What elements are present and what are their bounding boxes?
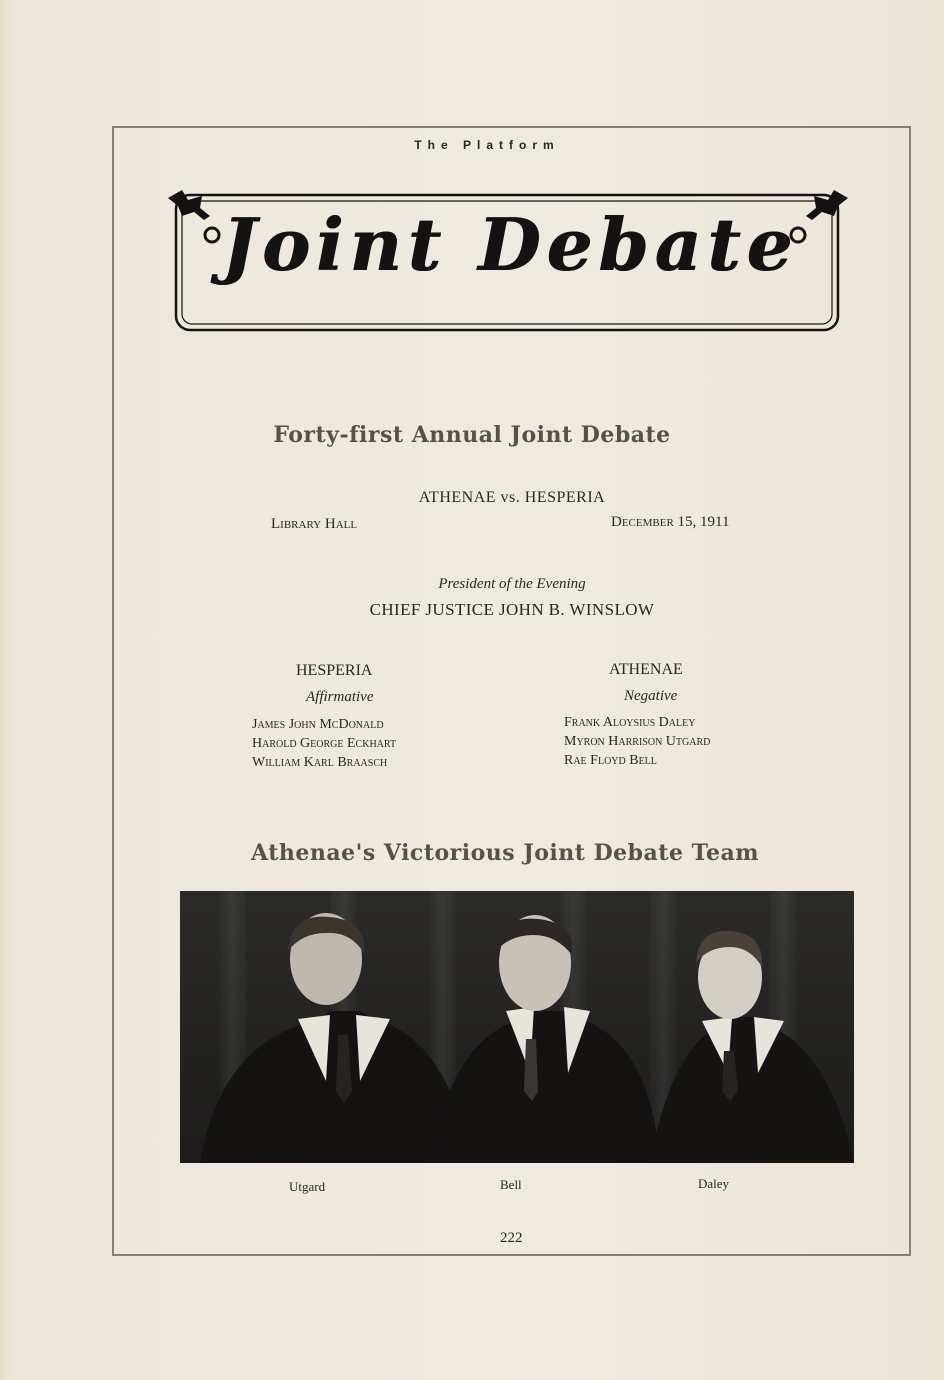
- team-side-hesperia: Affirmative: [306, 689, 374, 705]
- member-name: Rae Floyd Bell: [564, 753, 657, 768]
- page-number: 222: [500, 1230, 523, 1246]
- team-members-athenae: [564, 713, 710, 770]
- title-banner: [160, 180, 860, 340]
- team-members-hesperia: [252, 715, 396, 772]
- president-name: CHIEF JUSTICE JOHN B. WINSLOW: [369, 600, 655, 619]
- venue: Library Hall: [271, 516, 358, 532]
- photo-caption-daley: Daley: [698, 1176, 730, 1191]
- member-name: Frank Aloysius Daley: [564, 715, 696, 730]
- team-name-athenae: ATHENAE: [609, 661, 683, 678]
- team-name-hesperia: HESPERIA: [296, 662, 373, 679]
- member-name: William Karl Braasch: [252, 755, 388, 770]
- banner-title: Joint Debate: [221, 202, 799, 287]
- event-date: December 15, 1911: [611, 514, 730, 530]
- photo-caption-utgard: Utgard: [289, 1179, 326, 1194]
- member-name: Harold George Eckhart: [252, 736, 397, 751]
- team-side-athenae: Negative: [624, 688, 678, 704]
- president-label: President of the Evening: [438, 576, 586, 592]
- photo-caption-bell: Bell: [500, 1177, 522, 1192]
- portrait-figures-icon: [180, 891, 854, 1163]
- team-photograph: [180, 891, 854, 1163]
- matchup: ATHENAE vs. HESPERIA: [418, 489, 606, 506]
- member-name: James John McDonald: [252, 717, 384, 732]
- section-heading: Forty-first Annual Joint Debate: [273, 422, 671, 448]
- member-name: Myron Harrison Utgard: [564, 734, 711, 749]
- running-head: The Platform: [414, 138, 560, 152]
- photo-heading: Athenae's Victorious Joint Debate Team: [251, 840, 759, 866]
